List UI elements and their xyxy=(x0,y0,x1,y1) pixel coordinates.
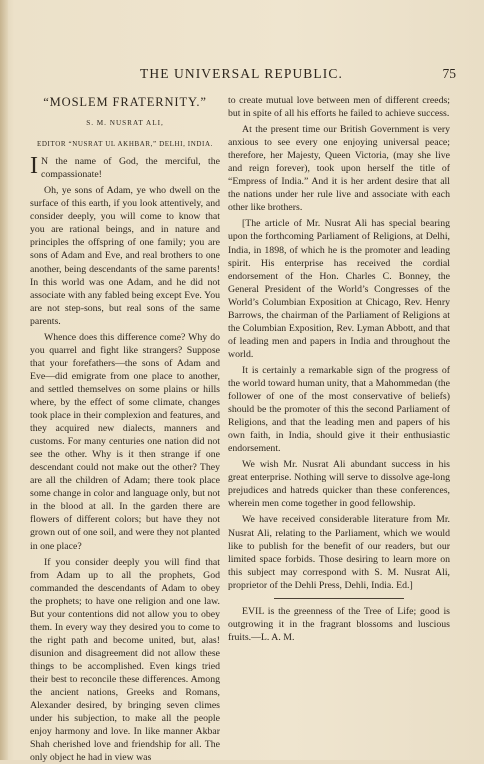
article-byline: S. M. NUSRAT ALI, xyxy=(86,119,164,128)
running-header xyxy=(30,66,460,84)
paragraph: to create mutual love between men of different creeds; but in spite of all his efforts he failed to achieve success. xyxy=(228,95,450,120)
opening-text: N the name of God, the merciful, the compassionate! xyxy=(41,156,220,181)
paragraph: We have received considerable literature from Mr. Nusrat Ali, relating to the Parliament, which we would like to publish for the benefit of our readers, but our limited space forbids. Those desiring to learn more on this subject may correspond with S. M. Nusrat Ali, proprietor of the Dehli Press, Dehli, India. Ed.] xyxy=(228,514,450,591)
opening-paragraph xyxy=(30,155,220,181)
closing-epigram: EVIL is the greenness of the Tree of Life; good is outgrowing it in the fragrant blossoms and luscious fruits.—L. A. M. xyxy=(228,605,450,643)
paragraph: Oh, ye sons of Adam, ye who dwell on the surface of this earth, if you look attentively, and consider deeply, you will come to know that you are rational beings, and in nature and principles the offspring of one family; you are sons of Adam and Eve, and real brothers to one another, being descendants of the same parents! In this world was one Adam, and he did not associate with any fabled being except Eve. You are not step-sons, but real sons of the same parents. xyxy=(30,185,220,327)
drop-cap: I xyxy=(30,153,38,180)
paragraph: It is certainly a remarkable sign of the progress of the world toward human unity, that a Mahommedan (the follower of one of the most conservative of beliefs) should be the promoter of this the second Parliament of Religions, and that the leading men and papers of his own faith, in India, should give it their enthusiastic endorsement. xyxy=(228,364,450,455)
section-divider xyxy=(274,598,404,599)
header-title: THE UNIVERSAL REPUBLIC. xyxy=(140,66,343,81)
right-column xyxy=(228,94,450,644)
editor-line: EDITOR “NUSRAT UL AKHBAR,” DELHI, INDIA. xyxy=(37,140,213,149)
page-number: 75 xyxy=(442,66,456,81)
article-title: “MOSLEM FRATERNITY.” xyxy=(43,95,207,109)
paragraph: We wish Mr. Nusrat Ali abundant success in his great enterprise. Nothing will serve to dissolve age-long prejudices and hatreds quicker than these conferences, wherein men come together in good fellowship. xyxy=(228,459,450,510)
paragraph: If you consider deeply you will find that from Adam up to all the prophets, God commanded the descendants of Adam to obey the prophets; to have one religion and one law. But your contentions did not allow you to obey them. In every way they desired you to come to the right path and become united, but, alas! disunion and disagreement did not allow these things to be accomplished. Even kings tried their best to reconcile these differences. Among the ancient nations, Greeks and Romans, Alexander desired, by bringing seven climes under his subjection, to make all the people enjoy harmony and love. In like manner Akbar Shah cherished love and friendship for all. The only object he had in view was xyxy=(30,556,220,764)
paragraph: At the present time our British Government is very anxious to see every one enjoying universal peace; therefore, her Majesty, Queen Victoria, (may she live and reign forever), took upon herself the title of “Empress of India.” And it is her ardent desire that all the nations under her rule live and associate with each other like brothers. xyxy=(228,124,450,214)
editor-note-paragraph: [The article of Mr. Nusrat Ali has special bearing upon the forthcoming Parliament of Religions, at Delhi, India, in 1898, of which he is the promoter and leading spirit. His enterprise has received the cordial endorsement of the Hon. Charles C. Bonney, the General President of the World’s Congresses of the World’s Columbian Exposition at Chicago, Rev. Henry Barrows, the chairman of the Parliament of Religions at the Columbian Exposition, Rev. Lyman Abbott, and that of leading men and papers in India and throughout the world. xyxy=(228,218,450,360)
paragraph: Whence does this difference come? Why do you quarrel and fight like strangers? Suppose that your forefathers—the sons of Adam and Eve—did emigrate from one place to another, and settled themselves on some plains or hills where, by the effect of some climate, changes took place in their complexion and features, and they acquired new dialects, manners and customs. For many centuries one nation did not see the other. Why is it then strange if one descendant could not make out the other? They are all the children of Adam; there took place some change in color and language only, but not in the blood at all. In the garden there are flowers of different colors; but have they not grown out of one soil, and were they not planted in one place? xyxy=(30,331,220,552)
left-column xyxy=(30,94,220,764)
page-spine xyxy=(0,0,8,760)
